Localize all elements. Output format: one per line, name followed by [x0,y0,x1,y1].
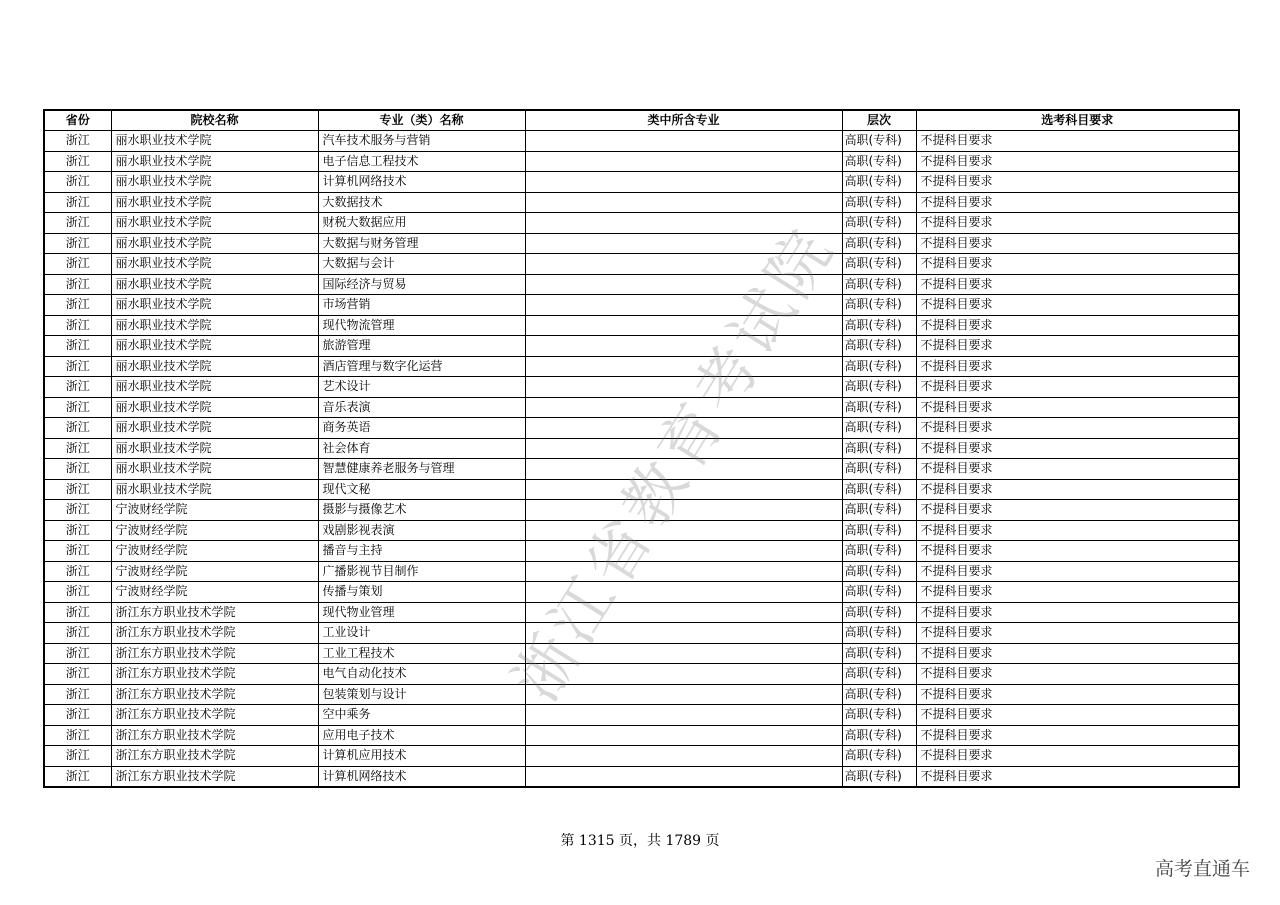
cell-included-majors [525,295,842,316]
cell-school-name: 丽水职业技术学院 [111,274,318,295]
table-row [44,213,1239,234]
cell-province: 浙江 [44,479,111,500]
cell-level: 高职(专科) [842,213,916,234]
cell-school-name: 丽水职业技术学院 [111,254,318,275]
cell-subject-requirement: 不提科目要求 [916,397,1239,418]
cell-included-majors [525,582,842,603]
cell-school-name: 丽水职业技术学院 [111,233,318,254]
cell-subject-requirement: 不提科目要求 [916,356,1239,377]
cell-subject-requirement: 不提科目要求 [916,438,1239,459]
cell-included-majors [525,479,842,500]
cell-province: 浙江 [44,131,111,152]
cell-school-name: 丽水职业技术学院 [111,295,318,316]
cell-included-majors [525,520,842,541]
cell-subject-requirement: 不提科目要求 [916,151,1239,172]
cell-major-name: 大数据与财务管理 [318,233,525,254]
cell-level: 高职(专科) [842,479,916,500]
table-header [44,110,1239,131]
table-row [44,766,1239,787]
cell-included-majors [525,459,842,480]
cell-province: 浙江 [44,254,111,275]
cell-province: 浙江 [44,336,111,357]
cell-province: 浙江 [44,233,111,254]
brand-logo-text: 高考直通车 [1154,858,1250,880]
cell-level: 高职(专科) [842,520,916,541]
cell-province: 浙江 [44,520,111,541]
cell-school-name: 浙江东方职业技术学院 [111,664,318,685]
cell-school-name: 浙江东方职业技术学院 [111,684,318,705]
table-body [44,131,1239,788]
table-row [44,520,1239,541]
cell-major-name: 现代物业管理 [318,602,525,623]
cell-subject-requirement: 不提科目要求 [916,131,1239,152]
cell-province: 浙江 [44,746,111,767]
cell-level: 高职(专科) [842,418,916,439]
cell-major-name: 空中乘务 [318,705,525,726]
table-row [44,602,1239,623]
table-row [44,151,1239,172]
cell-subject-requirement: 不提科目要求 [916,520,1239,541]
table-row [44,418,1239,439]
cell-province: 浙江 [44,274,111,295]
cell-subject-requirement: 不提科目要求 [916,664,1239,685]
cell-major-name: 智慧健康养老服务与管理 [318,459,525,480]
cell-subject-requirement: 不提科目要求 [916,725,1239,746]
cell-subject-requirement: 不提科目要求 [916,254,1239,275]
cell-major-name: 旅游管理 [318,336,525,357]
cell-included-majors [525,438,842,459]
cell-included-majors [525,151,842,172]
cell-province: 浙江 [44,377,111,398]
cell-school-name: 丽水职业技术学院 [111,336,318,357]
cell-level: 高职(专科) [842,766,916,787]
cell-level: 高职(专科) [842,315,916,336]
cell-included-majors [525,500,842,521]
header-major-name: 专业（类）名称 [318,110,525,131]
cell-province: 浙江 [44,213,111,234]
cell-major-name: 音乐表演 [318,397,525,418]
cell-school-name: 丽水职业技术学院 [111,192,318,213]
cell-school-name: 浙江东方职业技术学院 [111,643,318,664]
table-row [44,459,1239,480]
cell-major-name: 酒店管理与数字化运营 [318,356,525,377]
table-row [44,664,1239,685]
cell-subject-requirement: 不提科目要求 [916,295,1239,316]
cell-subject-requirement: 不提科目要求 [916,315,1239,336]
cell-school-name: 宁波财经学院 [111,561,318,582]
cell-major-name: 大数据技术 [318,192,525,213]
cell-major-name: 计算机应用技术 [318,746,525,767]
cell-included-majors [525,602,842,623]
cell-subject-requirement: 不提科目要求 [916,274,1239,295]
cell-included-majors [525,684,842,705]
table-row [44,254,1239,275]
cell-school-name: 丽水职业技术学院 [111,438,318,459]
cell-subject-requirement: 不提科目要求 [916,602,1239,623]
cell-school-name: 浙江东方职业技术学院 [111,705,318,726]
cell-level: 高职(专科) [842,274,916,295]
cell-province: 浙江 [44,459,111,480]
cell-level: 高职(专科) [842,397,916,418]
cell-school-name: 丽水职业技术学院 [111,213,318,234]
cell-level: 高职(专科) [842,172,916,193]
cell-major-name: 摄影与摄像艺术 [318,500,525,521]
table-row [44,582,1239,603]
table-row [44,725,1239,746]
header-row [44,110,1239,131]
cell-school-name: 宁波财经学院 [111,520,318,541]
header-level: 层次 [842,110,916,131]
cell-province: 浙江 [44,172,111,193]
table-row [44,500,1239,521]
table-row [44,295,1239,316]
cell-province: 浙江 [44,643,111,664]
cell-school-name: 浙江东方职业技术学院 [111,623,318,644]
cell-level: 高职(专科) [842,541,916,562]
enrollment-table [43,109,1240,788]
cell-subject-requirement: 不提科目要求 [916,192,1239,213]
cell-subject-requirement: 不提科目要求 [916,213,1239,234]
table-row [44,233,1239,254]
cell-major-name: 国际经济与贸易 [318,274,525,295]
cell-subject-requirement: 不提科目要求 [916,705,1239,726]
cell-included-majors [525,623,842,644]
table-row [44,356,1239,377]
cell-level: 高职(专科) [842,192,916,213]
page-number-footer: 第 1315 页，共 1789 页 [560,833,720,849]
cell-level: 高职(专科) [842,377,916,398]
cell-school-name: 浙江东方职业技术学院 [111,602,318,623]
cell-major-name: 包装策划与设计 [318,684,525,705]
cell-major-name: 电气自动化技术 [318,664,525,685]
cell-level: 高职(专科) [842,684,916,705]
cell-province: 浙江 [44,438,111,459]
cell-level: 高职(专科) [842,438,916,459]
cell-major-name: 商务英语 [318,418,525,439]
cell-level: 高职(专科) [842,561,916,582]
cell-major-name: 播音与主持 [318,541,525,562]
cell-level: 高职(专科) [842,746,916,767]
cell-province: 浙江 [44,705,111,726]
cell-included-majors [525,746,842,767]
cell-province: 浙江 [44,397,111,418]
cell-subject-requirement: 不提科目要求 [916,623,1239,644]
cell-level: 高职(专科) [842,705,916,726]
cell-province: 浙江 [44,541,111,562]
table-row [44,397,1239,418]
cell-subject-requirement: 不提科目要求 [916,766,1239,787]
cell-school-name: 丽水职业技术学院 [111,377,318,398]
header-included-majors: 类中所含专业 [525,110,842,131]
table-row [44,336,1239,357]
table-row [44,131,1239,152]
cell-school-name: 宁波财经学院 [111,582,318,603]
cell-subject-requirement: 不提科目要求 [916,746,1239,767]
cell-level: 高职(专科) [842,131,916,152]
cell-school-name: 丽水职业技术学院 [111,151,318,172]
cell-included-majors [525,418,842,439]
watermark: 浙江省教育考试院 [499,213,850,714]
cell-school-name: 丽水职业技术学院 [111,479,318,500]
cell-included-majors [525,766,842,787]
cell-province: 浙江 [44,725,111,746]
cell-included-majors [525,233,842,254]
cell-level: 高职(专科) [842,500,916,521]
cell-province: 浙江 [44,602,111,623]
cell-school-name: 丽水职业技术学院 [111,397,318,418]
cell-school-name: 丽水职业技术学院 [111,418,318,439]
cell-major-name: 电子信息工程技术 [318,151,525,172]
cell-included-majors [525,725,842,746]
cell-included-majors [525,643,842,664]
cell-included-majors [525,274,842,295]
table-row [44,643,1239,664]
cell-level: 高职(专科) [842,459,916,480]
cell-level: 高职(专科) [842,336,916,357]
header-subject-requirement: 选考科目要求 [916,110,1239,131]
cell-level: 高职(专科) [842,233,916,254]
table-row [44,172,1239,193]
cell-subject-requirement: 不提科目要求 [916,459,1239,480]
header-school-name: 院校名称 [111,110,318,131]
table-row [44,315,1239,336]
cell-major-name: 汽车技术服务与营销 [318,131,525,152]
cell-included-majors [525,172,842,193]
cell-subject-requirement: 不提科目要求 [916,561,1239,582]
cell-level: 高职(专科) [842,582,916,603]
cell-included-majors [525,254,842,275]
cell-school-name: 丽水职业技术学院 [111,315,318,336]
table-row [44,192,1239,213]
cell-province: 浙江 [44,418,111,439]
header-province: 省份 [44,110,111,131]
cell-school-name: 丽水职业技术学院 [111,459,318,480]
cell-included-majors [525,213,842,234]
cell-school-name: 浙江东方职业技术学院 [111,766,318,787]
cell-included-majors [525,356,842,377]
cell-province: 浙江 [44,582,111,603]
table-row [44,684,1239,705]
cell-province: 浙江 [44,315,111,336]
cell-major-name: 现代文秘 [318,479,525,500]
cell-included-majors [525,131,842,152]
cell-subject-requirement: 不提科目要求 [916,418,1239,439]
cell-school-name: 丽水职业技术学院 [111,356,318,377]
table-row [44,705,1239,726]
cell-province: 浙江 [44,192,111,213]
cell-province: 浙江 [44,561,111,582]
cell-included-majors [525,397,842,418]
cell-province: 浙江 [44,151,111,172]
cell-major-name: 财税大数据应用 [318,213,525,234]
cell-level: 高职(专科) [842,356,916,377]
table-row [44,746,1239,767]
table-row [44,274,1239,295]
cell-school-name: 丽水职业技术学院 [111,131,318,152]
table-row [44,541,1239,562]
cell-major-name: 艺术设计 [318,377,525,398]
cell-major-name: 应用电子技术 [318,725,525,746]
cell-included-majors [525,664,842,685]
cell-major-name: 计算机网络技术 [318,172,525,193]
cell-level: 高职(专科) [842,295,916,316]
cell-included-majors [525,541,842,562]
cell-major-name: 社会体育 [318,438,525,459]
table-row [44,438,1239,459]
cell-level: 高职(专科) [842,623,916,644]
cell-level: 高职(专科) [842,643,916,664]
cell-major-name: 广播影视节目制作 [318,561,525,582]
cell-school-name: 浙江东方职业技术学院 [111,746,318,767]
cell-province: 浙江 [44,623,111,644]
cell-province: 浙江 [44,766,111,787]
cell-subject-requirement: 不提科目要求 [916,684,1239,705]
cell-subject-requirement: 不提科目要求 [916,541,1239,562]
cell-major-name: 工业设计 [318,623,525,644]
cell-province: 浙江 [44,356,111,377]
cell-subject-requirement: 不提科目要求 [916,377,1239,398]
cell-province: 浙江 [44,500,111,521]
cell-school-name: 宁波财经学院 [111,500,318,521]
cell-included-majors [525,561,842,582]
cell-major-name: 戏剧影视表演 [318,520,525,541]
cell-province: 浙江 [44,664,111,685]
cell-major-name: 市场营销 [318,295,525,316]
cell-subject-requirement: 不提科目要求 [916,336,1239,357]
cell-subject-requirement: 不提科目要求 [916,479,1239,500]
cell-major-name: 现代物流管理 [318,315,525,336]
cell-subject-requirement: 不提科目要求 [916,582,1239,603]
table-row [44,377,1239,398]
table-row [44,561,1239,582]
cell-level: 高职(专科) [842,664,916,685]
cell-major-name: 计算机网络技术 [318,766,525,787]
cell-subject-requirement: 不提科目要求 [916,172,1239,193]
cell-included-majors [525,192,842,213]
cell-province: 浙江 [44,684,111,705]
cell-subject-requirement: 不提科目要求 [916,643,1239,664]
cell-major-name: 大数据与会计 [318,254,525,275]
cell-major-name: 工业工程技术 [318,643,525,664]
cell-included-majors [525,377,842,398]
cell-major-name: 传播与策划 [318,582,525,603]
cell-included-majors [525,705,842,726]
cell-subject-requirement: 不提科目要求 [916,233,1239,254]
cell-included-majors [525,336,842,357]
cell-level: 高职(专科) [842,725,916,746]
cell-level: 高职(专科) [842,254,916,275]
cell-subject-requirement: 不提科目要求 [916,500,1239,521]
cell-school-name: 宁波财经学院 [111,541,318,562]
cell-level: 高职(专科) [842,602,916,623]
table-row [44,623,1239,644]
cell-included-majors [525,315,842,336]
cell-level: 高职(专科) [842,151,916,172]
cell-school-name: 浙江东方职业技术学院 [111,725,318,746]
table-row [44,479,1239,500]
cell-province: 浙江 [44,295,111,316]
cell-school-name: 丽水职业技术学院 [111,172,318,193]
